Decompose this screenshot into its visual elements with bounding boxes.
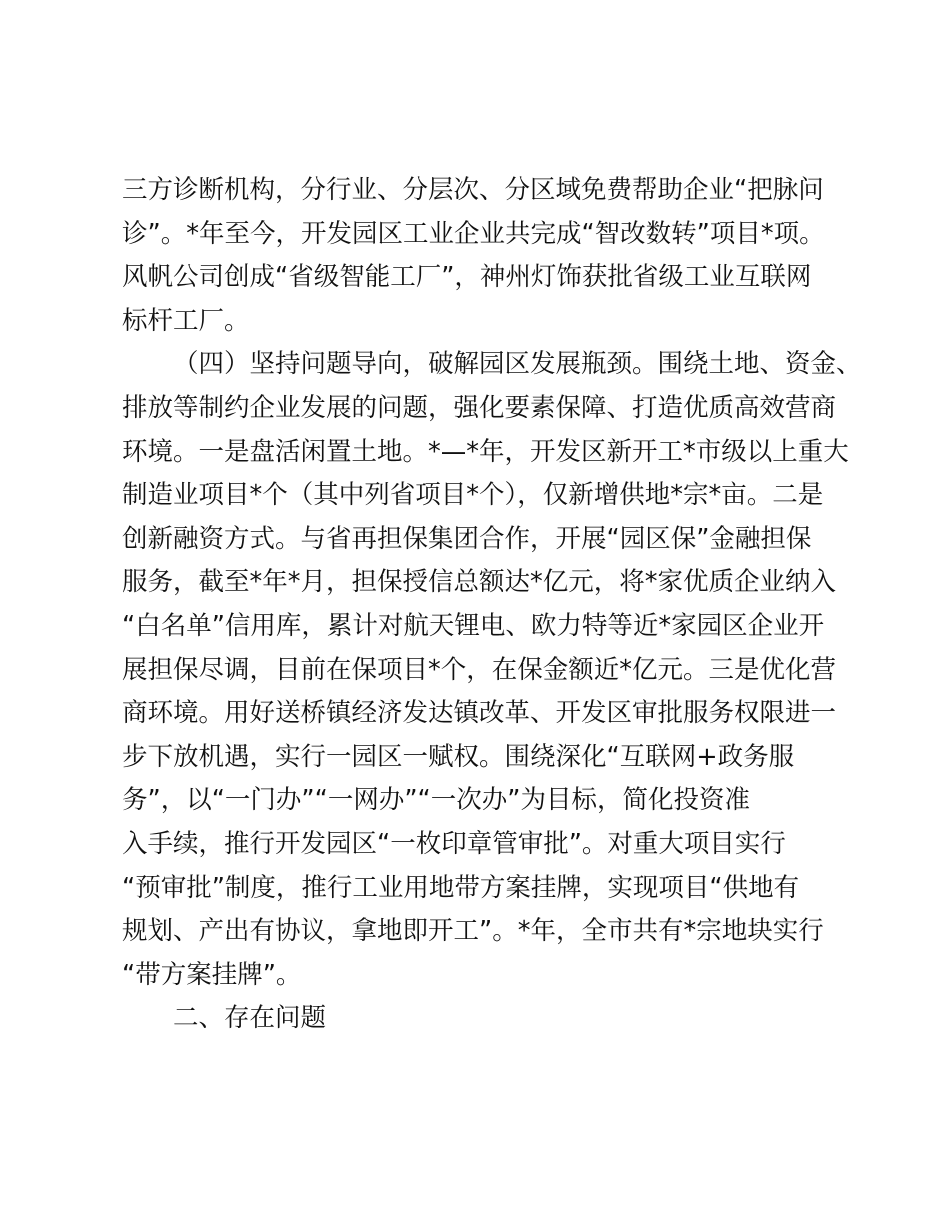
text-line: 服务，截至*年*月，担保授信总额达*亿元，将*家优质企业纳入: [122, 567, 837, 598]
text-line: 三方诊断机构，分行业、分层次、分区域免费帮助企业“把脉问: [122, 175, 824, 205]
text-line: 展担保尽调，目前在保项目*个，在保金额近*亿元。三是优化营: [122, 654, 837, 685]
text-line: 环境。一是盘活闲置土地。*—*年，开发区新开工*市级以上重大: [122, 436, 849, 467]
text-line: “预审批”制度，推行工业用地带方案挂牌，实现项目“供地有: [122, 872, 800, 903]
document-body: [122, 169, 862, 1041]
text-line: 务”，以“一门办”“一网办”“一次办”为目标，简化投资准: [122, 785, 750, 816]
text-line: 创新融资方式。与省再担保集团合作，开展“园区保”金融担保: [122, 523, 812, 554]
section-heading: 二、存在问题: [173, 1003, 327, 1034]
section-four-heading-line: （四）坚持问题导向，破解园区发展瓶颈。围绕土地、资金、: [173, 349, 862, 380]
text-line: 标杆工厂。: [122, 305, 250, 336]
text-line: 商环境。用好送桥镇经济发达镇改革、开发区审批服务权限进一: [122, 698, 837, 729]
text-line: 步下放机遇，实行一园区一赋权。围绕深化“互联网+政务服: [122, 741, 795, 772]
text-line: “白名单”信用库，累计对航天锂电、欧力特等近*家园区企业开: [122, 610, 825, 641]
text-line: 规划、产出有协议，拿地即开工”。*年，全市共有*宗地块实行: [122, 916, 824, 947]
text-line: 入手续，推行开发园区“一枚印章管审批”。对重大项目实行: [122, 828, 786, 859]
text-line: 制造业项目*个（其中列省项目*个），仅新增供地*宗*亩。二是: [122, 480, 824, 511]
text-line: 风帆公司创成“省级智能工厂”，神州灯饰获批省级工业互联网: [122, 262, 812, 293]
text-line: 诊”。*年至今，开发园区工业企业共完成“智改数转”项目*项。: [122, 218, 825, 249]
text-line: 排放等制约企业发展的问题，强化要素保障、打造优质高效营商: [122, 392, 837, 423]
text-line: “带方案挂牌”。: [122, 959, 302, 990]
